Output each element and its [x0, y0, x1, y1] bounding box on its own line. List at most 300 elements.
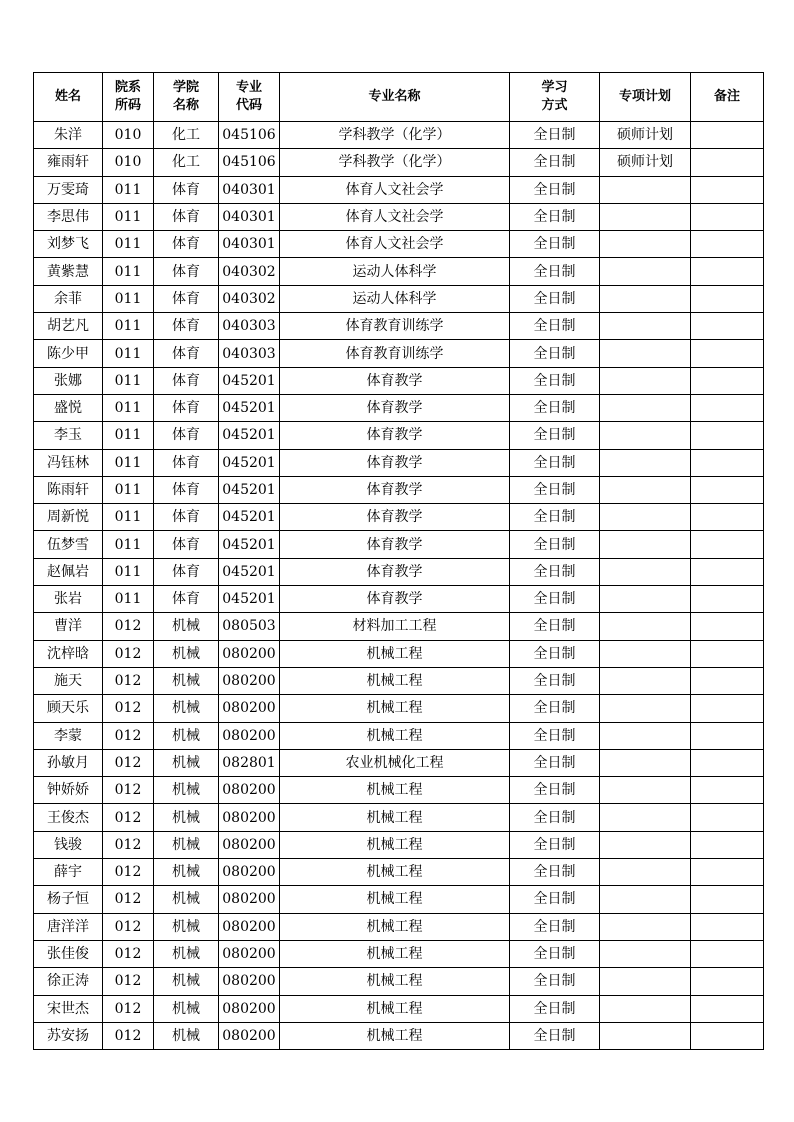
cell-college: 机械 — [154, 859, 219, 886]
cell-major-name: 农业机械化工程 — [280, 749, 510, 776]
cell-name: 雍雨轩 — [34, 149, 103, 176]
cell-major-code: 080503 — [219, 613, 280, 640]
cell-major-name: 机械工程 — [280, 995, 510, 1022]
cell-major-code: 045106 — [219, 149, 280, 176]
cell-study-mode: 全日制 — [510, 258, 600, 285]
cell-major-code: 045201 — [219, 531, 280, 558]
header-study-mode-line: 学习 — [541, 80, 568, 95]
cell-dept-code: 012 — [103, 831, 154, 858]
header-major-name — [280, 73, 510, 122]
cell-dept-code: 012 — [103, 749, 154, 776]
cell-name: 万雯琦 — [34, 176, 103, 203]
cell-dept-code: 012 — [103, 804, 154, 831]
header-study-mode — [510, 73, 600, 122]
table-row — [34, 804, 764, 831]
cell-name: 杨子恒 — [34, 886, 103, 913]
admission-table — [33, 72, 764, 1050]
cell-name: 陈少甲 — [34, 340, 103, 367]
cell-dept-code: 011 — [103, 203, 154, 230]
cell-college: 体育 — [154, 285, 219, 312]
header-remarks — [691, 73, 764, 122]
cell-special-plan — [600, 313, 691, 340]
cell-remarks — [691, 777, 764, 804]
cell-dept-code: 012 — [103, 667, 154, 694]
table-row — [34, 913, 764, 940]
cell-remarks — [691, 313, 764, 340]
cell-major-code: 080200 — [219, 722, 280, 749]
cell-major-name: 机械工程 — [280, 722, 510, 749]
cell-major-name: 体育教学 — [280, 394, 510, 421]
cell-major-code: 080200 — [219, 640, 280, 667]
cell-college: 机械 — [154, 995, 219, 1022]
header-major-code-line: 专业 — [235, 80, 262, 95]
cell-study-mode: 全日制 — [510, 695, 600, 722]
cell-special-plan — [600, 831, 691, 858]
cell-major-name: 体育教学 — [280, 367, 510, 394]
cell-major-name: 体育人文社会学 — [280, 176, 510, 203]
cell-dept-code: 011 — [103, 449, 154, 476]
cell-major-name: 机械工程 — [280, 804, 510, 831]
cell-major-code: 080200 — [219, 777, 280, 804]
cell-remarks — [691, 804, 764, 831]
cell-major-code: 045201 — [219, 422, 280, 449]
cell-remarks — [691, 149, 764, 176]
cell-major-code: 080200 — [219, 995, 280, 1022]
cell-remarks — [691, 886, 764, 913]
cell-remarks — [691, 258, 764, 285]
cell-special-plan — [600, 340, 691, 367]
cell-dept-code: 012 — [103, 913, 154, 940]
cell-study-mode: 全日制 — [510, 913, 600, 940]
cell-study-mode: 全日制 — [510, 749, 600, 776]
cell-college: 机械 — [154, 695, 219, 722]
cell-special-plan — [600, 231, 691, 258]
cell-major-code: 040301 — [219, 203, 280, 230]
cell-major-name: 体育教育训练学 — [280, 313, 510, 340]
cell-special-plan — [600, 476, 691, 503]
cell-special-plan — [600, 367, 691, 394]
cell-study-mode: 全日制 — [510, 340, 600, 367]
cell-study-mode: 全日制 — [510, 831, 600, 858]
cell-major-name: 体育人文社会学 — [280, 203, 510, 230]
table-row — [34, 558, 764, 585]
cell-remarks — [691, 640, 764, 667]
header-major-code-line: 代码 — [235, 98, 262, 113]
cell-dept-code: 012 — [103, 640, 154, 667]
table-row — [34, 258, 764, 285]
header-remarks-line: 备注 — [713, 89, 740, 104]
cell-remarks — [691, 859, 764, 886]
cell-special-plan — [600, 613, 691, 640]
cell-special-plan — [600, 695, 691, 722]
cell-name: 徐正涛 — [34, 968, 103, 995]
table-row — [34, 859, 764, 886]
cell-special-plan: 硕师计划 — [600, 122, 691, 149]
cell-study-mode: 全日制 — [510, 777, 600, 804]
cell-name: 朱洋 — [34, 122, 103, 149]
header-name — [34, 73, 103, 122]
header-college-line: 学院 — [172, 80, 199, 95]
cell-remarks — [691, 722, 764, 749]
cell-name: 伍梦雪 — [34, 531, 103, 558]
cell-study-mode: 全日制 — [510, 531, 600, 558]
cell-college: 体育 — [154, 313, 219, 340]
cell-dept-code: 012 — [103, 1022, 154, 1049]
cell-study-mode: 全日制 — [510, 476, 600, 503]
table-row — [34, 176, 764, 203]
header-special-plan-line: 专项计划 — [618, 89, 671, 104]
cell-major-code: 080200 — [219, 804, 280, 831]
cell-special-plan — [600, 968, 691, 995]
cell-dept-code: 012 — [103, 995, 154, 1022]
header-major-name-line: 专业名称 — [368, 89, 421, 104]
cell-study-mode: 全日制 — [510, 886, 600, 913]
cell-special-plan — [600, 722, 691, 749]
cell-remarks — [691, 176, 764, 203]
cell-college: 体育 — [154, 586, 219, 613]
cell-major-code: 045201 — [219, 449, 280, 476]
cell-college: 体育 — [154, 340, 219, 367]
cell-name: 顾天乐 — [34, 695, 103, 722]
cell-special-plan — [600, 285, 691, 312]
cell-dept-code: 011 — [103, 586, 154, 613]
cell-study-mode: 全日制 — [510, 940, 600, 967]
cell-major-code: 040301 — [219, 231, 280, 258]
cell-remarks — [691, 231, 764, 258]
cell-remarks — [691, 995, 764, 1022]
cell-college: 体育 — [154, 476, 219, 503]
cell-major-code: 045106 — [219, 122, 280, 149]
cell-remarks — [691, 122, 764, 149]
cell-college: 体育 — [154, 367, 219, 394]
cell-remarks — [691, 504, 764, 531]
cell-dept-code: 011 — [103, 476, 154, 503]
cell-major-name: 机械工程 — [280, 940, 510, 967]
table-row — [34, 886, 764, 913]
cell-college: 体育 — [154, 258, 219, 285]
table-row — [34, 149, 764, 176]
cell-study-mode: 全日制 — [510, 586, 600, 613]
cell-college: 化工 — [154, 122, 219, 149]
cell-major-code: 045201 — [219, 367, 280, 394]
cell-study-mode: 全日制 — [510, 804, 600, 831]
cell-remarks — [691, 613, 764, 640]
table-row — [34, 940, 764, 967]
cell-study-mode: 全日制 — [510, 558, 600, 585]
cell-major-code: 080200 — [219, 913, 280, 940]
table-row — [34, 640, 764, 667]
cell-dept-code: 011 — [103, 531, 154, 558]
cell-major-name: 体育教学 — [280, 531, 510, 558]
cell-dept-code: 012 — [103, 940, 154, 967]
cell-remarks — [691, 367, 764, 394]
header-college — [154, 73, 219, 122]
cell-major-name: 机械工程 — [280, 913, 510, 940]
table-row — [34, 367, 764, 394]
table-row — [34, 531, 764, 558]
cell-college: 机械 — [154, 968, 219, 995]
cell-name: 钱骏 — [34, 831, 103, 858]
cell-special-plan — [600, 667, 691, 694]
cell-major-name: 机械工程 — [280, 968, 510, 995]
cell-dept-code: 011 — [103, 504, 154, 531]
cell-major-name: 机械工程 — [280, 859, 510, 886]
cell-remarks — [691, 340, 764, 367]
cell-study-mode: 全日制 — [510, 640, 600, 667]
cell-name: 沈梓晗 — [34, 640, 103, 667]
cell-remarks — [691, 558, 764, 585]
cell-major-name: 体育教学 — [280, 586, 510, 613]
cell-special-plan — [600, 886, 691, 913]
cell-major-code: 080200 — [219, 968, 280, 995]
cell-name: 曹洋 — [34, 613, 103, 640]
cell-major-code: 045201 — [219, 504, 280, 531]
cell-special-plan — [600, 394, 691, 421]
cell-major-name: 体育教学 — [280, 476, 510, 503]
cell-college: 机械 — [154, 667, 219, 694]
cell-name: 孙敏月 — [34, 749, 103, 776]
cell-major-code: 040303 — [219, 340, 280, 367]
cell-college: 体育 — [154, 203, 219, 230]
cell-special-plan — [600, 859, 691, 886]
cell-remarks — [691, 831, 764, 858]
cell-special-plan — [600, 449, 691, 476]
cell-major-name: 机械工程 — [280, 886, 510, 913]
cell-remarks — [691, 1022, 764, 1049]
cell-name: 余菲 — [34, 285, 103, 312]
cell-special-plan — [600, 940, 691, 967]
table-row — [34, 203, 764, 230]
table-row — [34, 285, 764, 312]
cell-study-mode: 全日制 — [510, 422, 600, 449]
cell-special-plan — [600, 422, 691, 449]
cell-name: 盛悦 — [34, 394, 103, 421]
table-row — [34, 449, 764, 476]
cell-major-code: 080200 — [219, 886, 280, 913]
cell-major-code: 040301 — [219, 176, 280, 203]
cell-college: 体育 — [154, 422, 219, 449]
cell-special-plan — [600, 531, 691, 558]
cell-special-plan — [600, 777, 691, 804]
cell-special-plan — [600, 176, 691, 203]
table-body — [34, 122, 764, 1050]
cell-special-plan — [600, 586, 691, 613]
cell-dept-code: 010 — [103, 149, 154, 176]
cell-dept-code: 011 — [103, 231, 154, 258]
cell-college: 机械 — [154, 749, 219, 776]
cell-major-name: 运动人体科学 — [280, 258, 510, 285]
cell-major-code: 045201 — [219, 476, 280, 503]
cell-major-code: 045201 — [219, 586, 280, 613]
cell-study-mode: 全日制 — [510, 367, 600, 394]
table-row — [34, 476, 764, 503]
cell-name: 苏安扬 — [34, 1022, 103, 1049]
cell-major-code: 040302 — [219, 285, 280, 312]
cell-major-name: 运动人体科学 — [280, 285, 510, 312]
cell-name: 唐洋洋 — [34, 913, 103, 940]
cell-dept-code: 012 — [103, 695, 154, 722]
cell-study-mode: 全日制 — [510, 995, 600, 1022]
cell-study-mode: 全日制 — [510, 613, 600, 640]
cell-college: 机械 — [154, 886, 219, 913]
cell-major-code: 082801 — [219, 749, 280, 776]
cell-major-name: 机械工程 — [280, 640, 510, 667]
cell-dept-code: 011 — [103, 176, 154, 203]
header-special-plan — [600, 73, 691, 122]
cell-special-plan — [600, 749, 691, 776]
cell-major-code: 080200 — [219, 940, 280, 967]
cell-major-name: 材料加工工程 — [280, 613, 510, 640]
cell-study-mode: 全日制 — [510, 231, 600, 258]
cell-special-plan — [600, 995, 691, 1022]
cell-major-code: 080200 — [219, 859, 280, 886]
cell-remarks — [691, 940, 764, 967]
cell-remarks — [691, 913, 764, 940]
table-row — [34, 586, 764, 613]
table-row — [34, 122, 764, 149]
table-row — [34, 231, 764, 258]
cell-name: 李玉 — [34, 422, 103, 449]
cell-name: 钟娇娇 — [34, 777, 103, 804]
cell-college: 机械 — [154, 831, 219, 858]
cell-major-code: 040303 — [219, 313, 280, 340]
cell-major-name: 机械工程 — [280, 667, 510, 694]
cell-major-code: 045201 — [219, 558, 280, 585]
cell-special-plan — [600, 203, 691, 230]
cell-college: 化工 — [154, 149, 219, 176]
cell-name: 周新悦 — [34, 504, 103, 531]
cell-major-name: 学科教学（化学） — [280, 122, 510, 149]
cell-dept-code: 011 — [103, 394, 154, 421]
table-row — [34, 1022, 764, 1049]
cell-name: 赵佩岩 — [34, 558, 103, 585]
cell-special-plan — [600, 913, 691, 940]
cell-college: 体育 — [154, 176, 219, 203]
cell-study-mode: 全日制 — [510, 149, 600, 176]
cell-dept-code: 011 — [103, 258, 154, 285]
cell-college: 体育 — [154, 558, 219, 585]
cell-dept-code: 012 — [103, 886, 154, 913]
cell-special-plan — [600, 504, 691, 531]
cell-study-mode: 全日制 — [510, 859, 600, 886]
cell-dept-code: 012 — [103, 722, 154, 749]
cell-college: 体育 — [154, 394, 219, 421]
header-study-mode-line: 方式 — [541, 98, 568, 113]
cell-special-plan — [600, 258, 691, 285]
cell-name: 李蒙 — [34, 722, 103, 749]
cell-major-name: 体育人文社会学 — [280, 231, 510, 258]
cell-name: 宋世杰 — [34, 995, 103, 1022]
table-row — [34, 777, 764, 804]
cell-college: 机械 — [154, 640, 219, 667]
cell-remarks — [691, 476, 764, 503]
cell-name: 胡艺凡 — [34, 313, 103, 340]
cell-remarks — [691, 586, 764, 613]
cell-major-name: 机械工程 — [280, 777, 510, 804]
cell-remarks — [691, 667, 764, 694]
cell-major-name: 体育教学 — [280, 449, 510, 476]
cell-dept-code: 012 — [103, 859, 154, 886]
cell-special-plan: 硕师计划 — [600, 149, 691, 176]
cell-dept-code: 010 — [103, 122, 154, 149]
cell-study-mode: 全日制 — [510, 176, 600, 203]
cell-study-mode: 全日制 — [510, 667, 600, 694]
cell-remarks — [691, 203, 764, 230]
cell-remarks — [691, 394, 764, 421]
cell-dept-code: 011 — [103, 313, 154, 340]
table-row — [34, 613, 764, 640]
cell-major-name: 体育教学 — [280, 558, 510, 585]
cell-name: 黄紫慧 — [34, 258, 103, 285]
cell-study-mode: 全日制 — [510, 313, 600, 340]
cell-remarks — [691, 449, 764, 476]
cell-remarks — [691, 531, 764, 558]
table-row — [34, 749, 764, 776]
header-dept-code-line: 院系 — [114, 80, 141, 95]
cell-study-mode: 全日制 — [510, 1022, 600, 1049]
cell-college: 机械 — [154, 1022, 219, 1049]
table-row — [34, 695, 764, 722]
cell-college: 机械 — [154, 777, 219, 804]
cell-dept-code: 011 — [103, 285, 154, 312]
cell-name: 李思伟 — [34, 203, 103, 230]
cell-special-plan — [600, 1022, 691, 1049]
cell-remarks — [691, 749, 764, 776]
cell-study-mode: 全日制 — [510, 122, 600, 149]
table-row — [34, 394, 764, 421]
cell-major-code: 080200 — [219, 831, 280, 858]
cell-college: 体育 — [154, 449, 219, 476]
cell-study-mode: 全日制 — [510, 285, 600, 312]
table-row — [34, 340, 764, 367]
cell-remarks — [691, 968, 764, 995]
cell-college: 体育 — [154, 231, 219, 258]
cell-major-name: 机械工程 — [280, 695, 510, 722]
cell-name: 薛宇 — [34, 859, 103, 886]
cell-remarks — [691, 422, 764, 449]
cell-major-name: 体育教学 — [280, 504, 510, 531]
cell-college: 机械 — [154, 804, 219, 831]
table-row — [34, 722, 764, 749]
cell-study-mode: 全日制 — [510, 394, 600, 421]
cell-name: 张娜 — [34, 367, 103, 394]
cell-study-mode: 全日制 — [510, 722, 600, 749]
cell-name: 刘梦飞 — [34, 231, 103, 258]
cell-dept-code: 011 — [103, 558, 154, 585]
cell-dept-code: 012 — [103, 777, 154, 804]
cell-major-name: 体育教学 — [280, 422, 510, 449]
cell-name: 张佳俊 — [34, 940, 103, 967]
table-row — [34, 504, 764, 531]
cell-major-name: 学科教学（化学） — [280, 149, 510, 176]
cell-dept-code: 012 — [103, 968, 154, 995]
cell-college: 体育 — [154, 504, 219, 531]
header-dept-code-line: 所码 — [114, 98, 141, 113]
cell-name: 王俊杰 — [34, 804, 103, 831]
cell-study-mode: 全日制 — [510, 968, 600, 995]
table-row — [34, 995, 764, 1022]
cell-college: 体育 — [154, 531, 219, 558]
cell-dept-code: 012 — [103, 613, 154, 640]
cell-major-code: 045201 — [219, 394, 280, 421]
header-major-code — [219, 73, 280, 122]
header-dept-code — [103, 73, 154, 122]
cell-college: 机械 — [154, 722, 219, 749]
cell-study-mode: 全日制 — [510, 203, 600, 230]
cell-remarks — [691, 695, 764, 722]
table-row — [34, 422, 764, 449]
cell-name: 陈雨轩 — [34, 476, 103, 503]
